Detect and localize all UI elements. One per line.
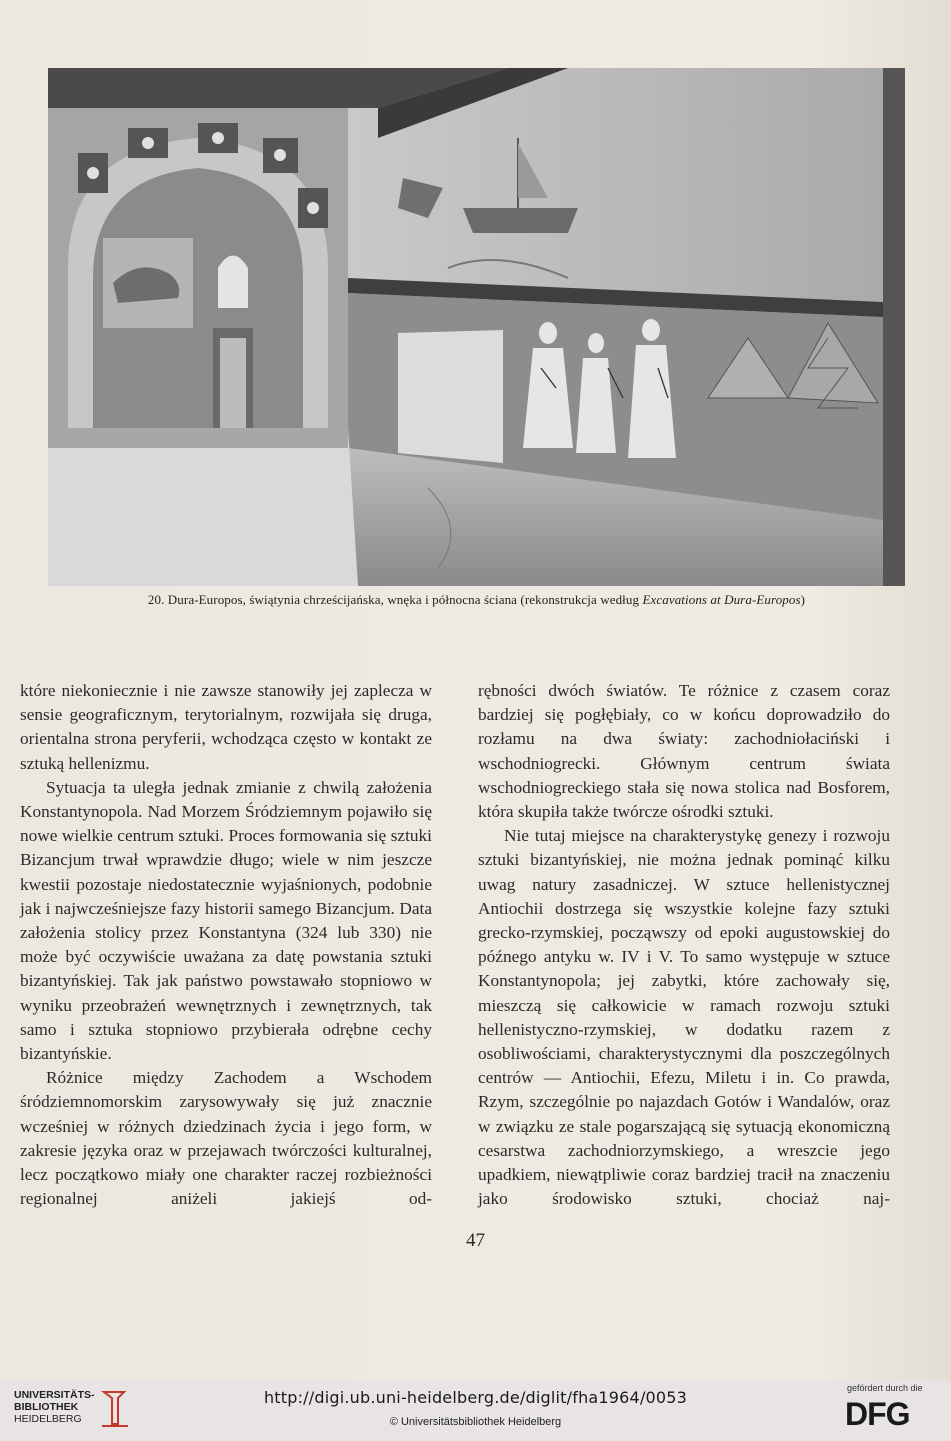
- paragraph: które niekoniecznie i nie zawsze stanowiły jej zaplecza w sensie geograficznym, terytorialnym, rozwijała się druga, orientalna strona peryferii, wchodząca często w kontakt ze sztuką hellenizmu.: [20, 681, 432, 773]
- page-number: 47: [466, 1230, 485, 1251]
- paragraph: rębności dwóch światów. Te różnice z czasem coraz bardziej się pogłębiały, co w końcu doprowadziło do rozłamu na dwa światy: zachodniołaciński i wschodniogrecki. Głównym centrum świata wschodniogreckiego stała się nowa stolica nad Bosforem, która skupiła także twórcze ośrodki sztuki.: [478, 681, 890, 822]
- caption-source-title: Excavations at Dura-Europos: [642, 592, 801, 607]
- library-name-line3: HEIDELBERG: [14, 1413, 82, 1425]
- text-column-left: [20, 679, 432, 1211]
- copyright-notice: © Universitätsbibliothek Heidelberg: [389, 1416, 562, 1428]
- permalink-url[interactable]: http://digi.ub.uni-heidelberg.de/diglit/fha1964/0053: [263, 1388, 688, 1407]
- paragraph: Sytuacja ta uległa jednak zmianie z chwilą założenia Konstantynopola. Nad Morzem Śródziemnym pojawiło się nowe wielkie centrum sztuki. Proces formowania się sztuki Bizancjum trwał wprawdzie długo; wiele w nim jeszcze kwestii pozostaje niedostatecznie wyjaśnionych, podobnie jak i najwcześniejsze fazy historii samego Bizancjum. Data założenia stolicy przez Konstantyna (324 lub 330) nie może być oczywiście uważana za datę powstania sztuki bizantyńskiej. Tak jak państwo powstawało stopniowo w wyniku przeobrażeń wewnętrznych i zewnętrznych, tak samo i sztuka stopniowo przybierała odrębne cechy bizantyńskie.: [20, 777, 432, 1064]
- text-column-right: [478, 679, 890, 1211]
- caption-close: ): [800, 592, 806, 607]
- figure-photo: [48, 68, 905, 586]
- paragraph: Różnice między Zachodem a Wschodem śródziemnomorskim zarysowywały się już znacznie wcześniej w różnych dziedzinach życia i jego form, w zakresie języka oraz w przejawach twórczości kulturalnej, lecz początkowo miały one charakter raczej rozbieżności regionalnej aniżeli jakiejś od-: [20, 1068, 432, 1209]
- figure-caption: [48, 592, 905, 608]
- funded-by-label: gefördert durch die: [847, 1383, 923, 1393]
- dfg-logo[interactable]: DFG: [845, 1396, 910, 1432]
- caption-text: 20. Dura-Europos, świątynia chrześcijańska, wnęka i północna ściana (rekonstrukcja według: [147, 592, 643, 607]
- library-name-line2: BIBLIOTHEK: [14, 1401, 79, 1413]
- paragraph: Nie tutaj miejsce na charakterystykę genezy i rozwoju sztuki bizantyńskiej, nie można jednak pominąć kilku uwag natury zasadniczej. W sztuce hellenistycznej Antiochii dostrzega się wszystkie kolejne fazy sztuki grecko-rzymskiej, począwszy od epoki augustowskiej do późnego antyku w. IV i V. To samo występuje w sztuce Konstantynopola; jej zabytki, które zachowały się, mieszczą się całkowicie w ramach rozwoju sztuki hellenistyczno-rzymskiej, w dodatku razem z osobliwościami, charakterystycznymi dla poszczególnych centrów — Antiochii, Efezu, Miletu i in. Co prawda, Rzym, szczególnie po najazdach Gotów i Wandalów, oraz w związku ze stale pogarszającą się sytuacją ekonomiczną cesarstwa zachodniorzymskiego, a wreszcie jego upadkiem, niewątpliwie coraz bardziej tracił na znaczeniu jako środowisko sztuki, chociaż naj-: [478, 826, 890, 1209]
- library-name-line1: UNIVERSITÄTS-: [14, 1389, 95, 1401]
- dura-europos-photo: [48, 68, 905, 586]
